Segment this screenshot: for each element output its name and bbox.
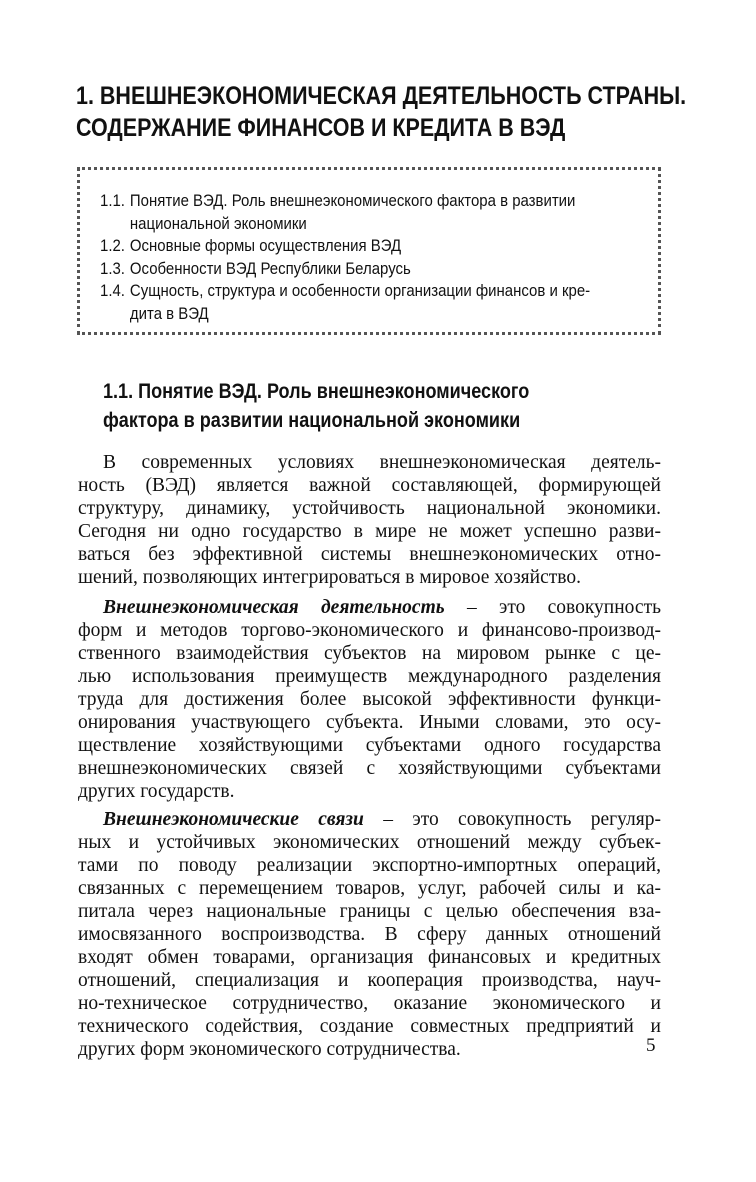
paragraph-3-line: питала через национальные границы с целью обеспечения вза-	[78, 901, 661, 922]
toc-item-text: Понятие ВЭД. Роль внешнеэкономического фактора в развитии	[129, 191, 576, 210]
section-title-line-1: 1.1. Понятие ВЭД. Роль внешнеэкономического	[103, 380, 530, 403]
paragraph-2-line-rest: – это совокупность	[444, 597, 661, 618]
chapter-title-line-1: 1. ВНЕШНЕЭКОНОМИЧЕСКАЯ ДЕЯТЕЛЬНОСТЬ СТРАНЫ.	[76, 82, 687, 110]
section-title-line-2: фактора в развитии национальной экономики	[103, 408, 521, 432]
paragraph-3-line: связанных с перемещением товаров, услуг, рабочей силы и ка-	[78, 878, 661, 899]
paragraph-2-line: внешнеэкономических связей с хозяйствующими субъектами	[78, 758, 661, 779]
section-contents-list	[100, 190, 628, 325]
paragraph-2-line: онирования участвующего субъекта. Иными словами, это осу-	[78, 712, 661, 733]
term-foreign-economic-relations: Внешнеэкономические связи	[103, 809, 364, 830]
paragraph-3-first-line	[103, 808, 661, 831]
paragraph-2-line: других государств.	[78, 781, 235, 802]
paragraph-3-line: технического содействия, создание совместных предприятий и	[78, 1016, 661, 1037]
paragraph-3-line: тами по поводу реализации экспортно-импортных операций,	[78, 855, 661, 876]
paragraph-3-line: других форм экономического сотрудничества.	[78, 1039, 461, 1060]
toc-item	[100, 280, 628, 325]
toc-item-number: 1.4.	[100, 281, 125, 300]
page-number: 5	[646, 1035, 656, 1056]
paragraph-1-line: В современных условиях внешнеэкономическая деятель-	[103, 452, 661, 473]
paragraph-2-first-line	[103, 596, 661, 619]
section-contents-box	[77, 167, 661, 335]
toc-item-text: Особенности ВЭД Республики Беларусь	[129, 258, 411, 278]
toc-item	[100, 235, 628, 258]
toc-item	[100, 190, 628, 235]
paragraph-1-line: шений, позволяющих интегрироваться в мировое хозяйство.	[78, 567, 581, 588]
toc-item-number: 1.1.	[100, 191, 125, 210]
paragraph-1-line: ность (ВЭД) является важной составляющей, формирующей	[78, 475, 661, 496]
paragraph-3-line: входят обмен товарами, организация финансовых и кредитных	[78, 947, 661, 968]
chapter-title	[76, 80, 687, 144]
section-title	[103, 378, 619, 435]
toc-item-text: Сущность, структура и особенности организации финансов и кре-	[129, 281, 591, 300]
term-foreign-economic-activity: Внешнеэкономическая деятельность	[103, 597, 445, 618]
chapter-title-line-2: СОДЕРЖАНИЕ ФИНАНСОВ И КРЕДИТА В ВЭД	[76, 114, 566, 142]
paragraph-2-line: ществление хозяйствующими субъектами одного государства	[78, 735, 661, 756]
toc-item-text-continued: национальной экономики	[129, 213, 307, 233]
toc-item-number: 1.3.	[100, 258, 125, 278]
toc-item	[100, 258, 628, 281]
paragraph-1-line: Сегодня ни одно государство в мире не может успешно разви-	[78, 521, 661, 542]
paragraph-1-line: ваться без эффективной системы внешнеэкономических отно-	[78, 544, 661, 565]
toc-item-number: 1.2.	[100, 236, 125, 255]
paragraph-2-line: форм и методов торгово-экономического и финансово-производ-	[78, 620, 661, 641]
paragraph-3-line: имосвязанного воспроизводства. В сферу данных отношений	[78, 924, 661, 945]
paragraph-3-line: отношений, специализация и кооперация производства, науч-	[78, 970, 661, 991]
paragraph-2-line: труда для достижения более высокой эффективности функци-	[78, 689, 661, 710]
paragraph-3-line: ных и устойчивых экономических отношений между субъек-	[78, 832, 661, 853]
paragraph-3-line-rest: – это совокупность регуляр-	[363, 809, 662, 830]
paragraph-2-line: лью использования преимуществ международного разделения	[78, 666, 661, 687]
paragraph-3-line: но-техническое сотрудничество, оказание экономического и	[78, 993, 661, 1014]
toc-item-text-continued: дита в ВЭД	[129, 303, 209, 323]
paragraph-2-line: ственного взаимодействия субъектов на мировом рынке с це-	[78, 643, 661, 664]
paragraph-1-line: структуру, динамику, устойчивость национальной экономики.	[78, 498, 661, 519]
toc-item-text: Основные формы осуществления ВЭД	[129, 236, 402, 255]
